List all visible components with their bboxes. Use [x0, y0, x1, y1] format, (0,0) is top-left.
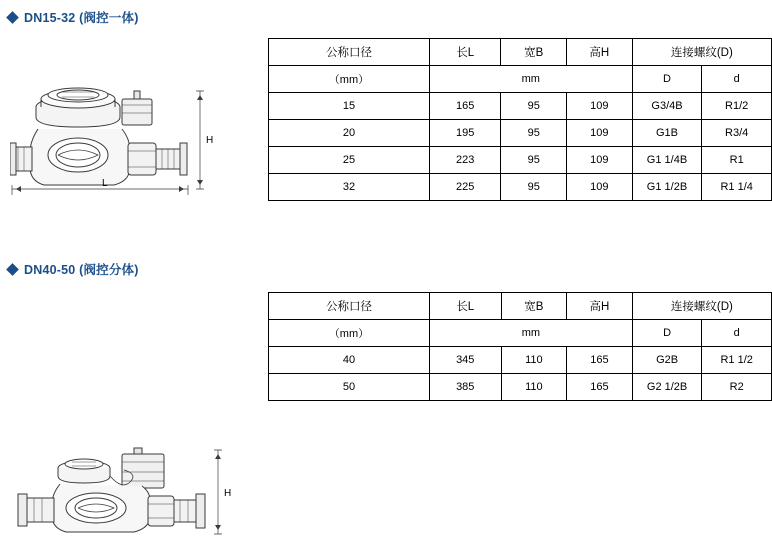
table-subheader-row	[269, 320, 772, 347]
cell-length: 195	[429, 120, 501, 147]
cell-thread-D: G2B	[632, 347, 702, 374]
th-height: 高H	[567, 39, 633, 66]
spec-table-dn15-32	[268, 38, 772, 201]
height-label-1: H	[206, 135, 214, 146]
cell-length: 165	[429, 93, 501, 120]
table-row	[269, 174, 772, 201]
cell-dn: 25	[269, 147, 430, 174]
diamond-bullet-icon	[6, 263, 19, 276]
cell-dn: 50	[269, 374, 430, 401]
cell-dn: 20	[269, 120, 430, 147]
spec-table-dn40-50	[268, 292, 772, 401]
th-thread-d: d	[702, 320, 772, 347]
table-row	[269, 347, 772, 374]
th-length: 长L	[429, 39, 501, 66]
section-dn40-50	[8, 260, 139, 278]
cell-dn: 40	[269, 347, 430, 374]
cell-dn: 32	[269, 174, 430, 201]
th-thread: 连接螺纹(D)	[632, 39, 771, 66]
cell-thread-d: R3/4	[702, 120, 772, 147]
th-width: 宽B	[501, 39, 567, 66]
section-dn15-32	[8, 8, 139, 26]
table-subheader-row	[269, 66, 772, 93]
cell-thread-D: G2 1/2B	[632, 374, 702, 401]
cell-length: 223	[429, 147, 501, 174]
cell-thread-D: G3/4B	[632, 93, 702, 120]
cell-thread-d: R2	[702, 374, 772, 401]
th-thread-D: D	[632, 66, 702, 93]
section-heading-1-label: DN15-32 (阀控一体)	[24, 11, 139, 25]
section-heading-1	[8, 8, 139, 26]
cell-height: 109	[567, 147, 633, 174]
cell-width: 110	[501, 347, 567, 374]
cell-height: 165	[567, 347, 633, 374]
th-dn-unit: （mm）	[269, 320, 430, 347]
table-row	[269, 93, 772, 120]
cell-height: 109	[567, 93, 633, 120]
cell-width: 95	[501, 93, 567, 120]
th-thread-D: D	[632, 320, 702, 347]
cell-height: 109	[567, 120, 633, 147]
cell-thread-D: G1B	[632, 120, 702, 147]
product-drawing-dn40-50	[10, 440, 245, 550]
diamond-bullet-icon	[6, 11, 19, 24]
th-mm-unit: mm	[429, 320, 632, 347]
cell-width: 110	[501, 374, 567, 401]
cell-height: 109	[567, 174, 633, 201]
table-header-row	[269, 293, 772, 320]
cell-height: 165	[567, 374, 633, 401]
water-meter-diagram-1	[10, 55, 240, 195]
height-label-2: H	[224, 488, 232, 499]
cell-width: 95	[501, 174, 567, 201]
th-dn: 公称口径	[269, 39, 430, 66]
th-dn: 公称口径	[269, 293, 430, 320]
cell-thread-D: G1 1/2B	[632, 174, 702, 201]
water-meter-diagram-2	[10, 440, 245, 550]
cell-thread-D: G1 1/4B	[632, 147, 702, 174]
th-height: 高H	[567, 293, 633, 320]
cell-thread-d: R1	[702, 147, 772, 174]
length-label-1: L	[102, 178, 108, 189]
cell-width: 95	[501, 147, 567, 174]
table-1	[268, 38, 772, 201]
th-thread-d: d	[702, 66, 772, 93]
th-thread: 连接螺纹(D)	[632, 293, 771, 320]
th-width: 宽B	[501, 293, 567, 320]
cell-width: 95	[501, 120, 567, 147]
table-2	[268, 292, 772, 401]
cell-dn: 15	[269, 93, 430, 120]
section-heading-2	[8, 260, 139, 278]
cell-length: 225	[429, 174, 501, 201]
th-mm-unit: mm	[429, 66, 632, 93]
section-heading-2-label: DN40-50 (阀控分体)	[24, 263, 139, 277]
th-dn-unit: （mm）	[269, 66, 430, 93]
cell-length: 385	[429, 374, 501, 401]
table-header-row	[269, 39, 772, 66]
cell-thread-d: R1/2	[702, 93, 772, 120]
table-row	[269, 147, 772, 174]
cell-thread-d: R1 1/4	[702, 174, 772, 201]
table-row	[269, 374, 772, 401]
cell-thread-d: R1 1/2	[702, 347, 772, 374]
table-row	[269, 120, 772, 147]
cell-length: 345	[429, 347, 501, 374]
th-length: 长L	[429, 293, 501, 320]
product-drawing-dn15-32	[10, 55, 240, 195]
